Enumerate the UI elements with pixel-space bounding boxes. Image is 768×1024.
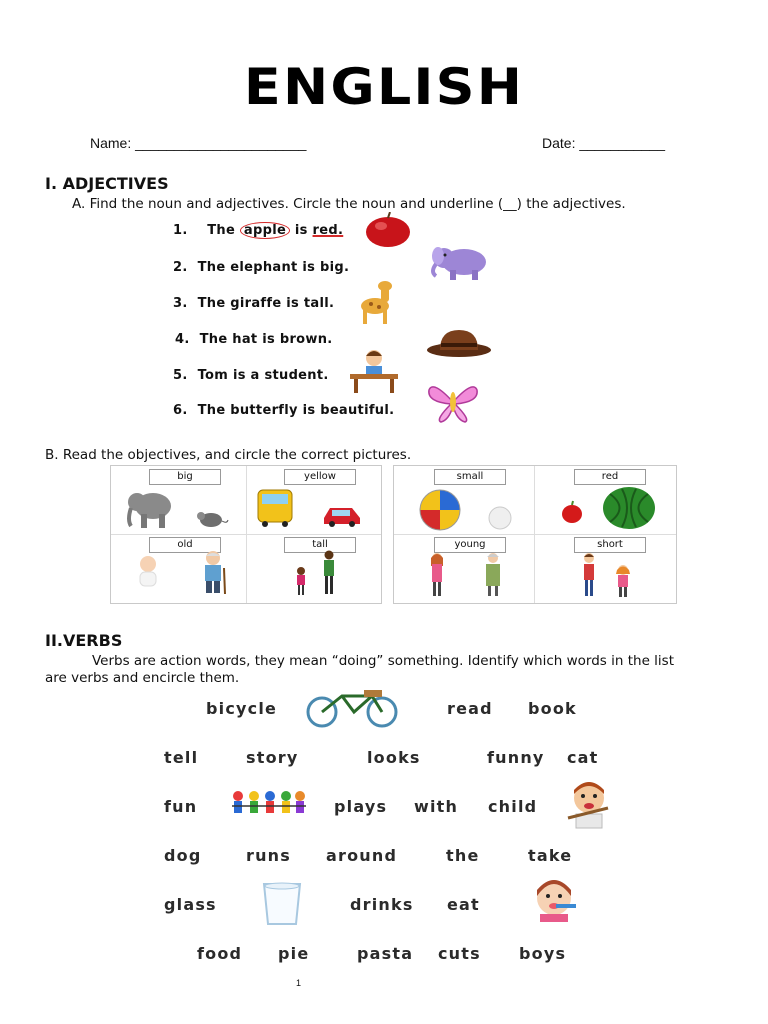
word-eat[interactable]: eat [447,895,480,914]
part-b-instruction: B. Read the objectives, and circle the correct pictures. [45,447,412,463]
sentence-number: 4. [175,332,190,347]
word-book[interactable]: book [528,699,577,718]
word-with[interactable]: with [414,797,459,816]
tall-person-icon[interactable] [320,550,338,596]
girl-brushing-teeth-icon [526,876,582,922]
sentence-2 [173,260,349,275]
sentence-text: The elephant is big. [197,260,350,275]
sentence-text: The giraffe is tall. [197,296,335,311]
word-around[interactable]: around [326,846,398,865]
word-food[interactable]: food [197,944,243,963]
adjective-label: old [149,537,221,553]
cell-young[interactable] [394,534,535,603]
word-boys[interactable]: boys [519,944,567,963]
sentence-1 [173,223,343,238]
sentence-number: 3. [173,296,188,311]
word-fun[interactable]: fun [164,797,198,816]
glass-of-milk-icon [260,880,304,926]
verbs-instruction-line2: are verbs and encircle them. [45,670,240,686]
baby-icon[interactable] [135,554,161,590]
adjective-label: short [574,537,646,553]
word-funny[interactable]: funny [487,748,545,767]
boy-eating-icon [562,778,616,830]
small-ball-icon[interactable] [488,506,512,530]
circled-noun: apple [240,222,290,239]
sentence-3 [173,296,334,311]
adjective-label: yellow [284,469,356,485]
children-playing-icon [230,788,308,822]
word-drinks[interactable]: drinks [350,895,414,914]
word-take[interactable]: take [528,846,573,865]
giraffe-icon [355,280,397,326]
picture-panel-left [110,465,382,604]
elephant-icon[interactable] [125,486,175,530]
young-girl-icon[interactable] [428,552,446,598]
name-field[interactable]: Name: ______________________ [90,135,307,151]
sentence-text: The butterfly is beautiful. [197,403,395,418]
part-a-instruction: A. Find the noun and adjectives. Circle the noun and underline (__) the adjectives. [72,196,626,212]
mouse-icon[interactable] [195,508,229,528]
underlined-adjective: red. [312,223,344,238]
adjective-label: small [434,469,506,485]
word-pie[interactable]: pie [278,944,310,963]
red-apple-icon[interactable] [560,500,584,524]
hat-icon [426,326,492,358]
short-person-icon[interactable] [294,566,308,596]
word-story[interactable]: story [246,748,299,767]
watermelon-icon[interactable] [602,486,656,530]
verbs-instruction-line1: Verbs are action words, they mean “doing” something. Identify which words in the list [92,653,675,669]
old-woman-icon[interactable] [482,552,504,598]
word-child[interactable]: child [488,797,538,816]
sentence-number: 2. [173,260,188,275]
old-man-icon[interactable] [197,550,231,594]
apple-icon [364,212,412,248]
date-field[interactable]: Date: ___________ [542,135,665,151]
sentence-number: 1. [173,223,188,238]
word-bicycle[interactable]: bicycle [206,699,278,718]
sentence-word: is [294,223,308,238]
cell-small[interactable] [394,466,535,535]
word-plays[interactable]: plays [334,797,388,816]
elephant-icon [426,244,496,282]
tall-child-icon[interactable] [580,552,598,598]
word-read[interactable]: read [447,699,493,718]
short-child-icon[interactable] [614,564,632,598]
picture-panel-right [393,465,677,604]
sentence-text: The hat is brown. [199,332,333,347]
sentence-6 [173,403,394,418]
beach-ball-icon[interactable] [418,488,462,532]
red-car-icon[interactable] [322,502,362,528]
student-icon [346,348,402,394]
word-the[interactable]: the [446,846,480,865]
sentence-text: Tom is a student. [197,368,329,383]
word-looks[interactable]: looks [367,748,421,767]
cell-short[interactable] [534,534,676,603]
cell-yellow[interactable] [246,466,381,535]
word-runs[interactable]: runs [246,846,291,865]
adjective-label: red [574,469,646,485]
cell-big[interactable] [111,466,247,535]
sentence-number: 6. [173,403,188,418]
cell-old[interactable] [111,534,247,603]
cell-red[interactable] [534,466,676,535]
word-pasta[interactable]: pasta [357,944,414,963]
adjective-label: young [434,537,506,553]
word-glass[interactable]: glass [164,895,217,914]
verbs-heading: II.VERBS [45,631,123,650]
word-cat[interactable]: cat [567,748,599,767]
sentence-word: The [207,223,236,238]
adjectives-heading: I. ADJECTIVES [45,174,169,193]
word-cuts[interactable]: cuts [438,944,481,963]
adjective-label: tall [284,537,356,553]
butterfly-icon [425,380,481,424]
sentence-number: 5. [173,368,188,383]
word-tell[interactable]: tell [164,748,199,767]
school-bus-icon[interactable] [256,488,294,528]
cell-tall[interactable] [246,534,381,603]
sentence-5 [173,368,329,383]
adjective-label: big [149,469,221,485]
bicycle-icon [302,688,402,728]
sentence-4 [175,332,333,347]
page-title: ENGLISH [243,58,525,116]
page-number: 1 [296,978,302,988]
word-dog[interactable]: dog [164,846,202,865]
